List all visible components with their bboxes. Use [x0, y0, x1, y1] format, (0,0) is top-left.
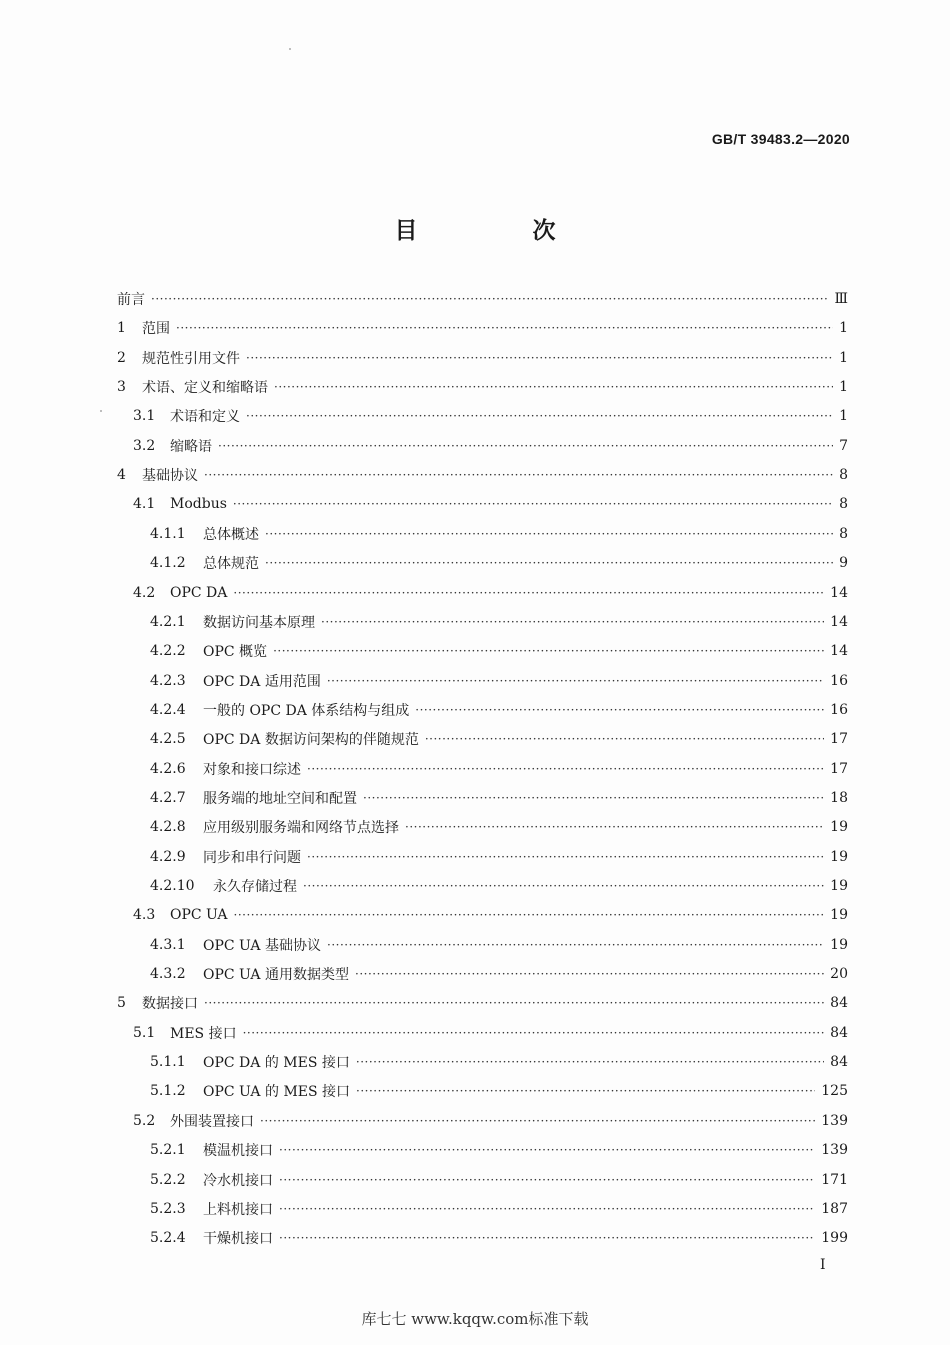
toc-entry-page: 84	[830, 1054, 848, 1071]
toc-entry-label: 前言	[117, 292, 145, 308]
toc-entry[interactable]	[133, 435, 848, 457]
toc-entry-page: 1	[839, 320, 848, 337]
toc-dot-leader	[279, 1144, 815, 1158]
toc-entry-page: 17	[830, 760, 848, 777]
toc-entry-number: 4.1	[133, 496, 156, 513]
toc-entry-label: OPC UA 通用数据类型	[203, 967, 349, 984]
toc-entry-number: 4.2.9	[150, 848, 186, 865]
toc-dot-leader	[151, 293, 828, 307]
toc-entry-label: 数据访问基本原理	[203, 614, 315, 631]
toc-entry-number: 4.1.1	[150, 525, 186, 542]
toc-entry-number: 4.2.6	[150, 760, 186, 777]
toc-entry-page: 7	[839, 437, 848, 454]
toc-entry-number: 5.1.1	[150, 1054, 186, 1071]
toc-entry-number: 5.2	[133, 1112, 156, 1129]
toc-entry[interactable]	[150, 1198, 848, 1220]
toc-entry-page: 14	[830, 613, 848, 630]
toc-entry[interactable]	[150, 1139, 848, 1161]
toc-entry-page: 18	[830, 789, 848, 806]
toc-entry-page: 19	[830, 848, 848, 865]
toc-entry-label: OPC UA	[170, 907, 228, 924]
toc-entry[interactable]	[133, 1110, 848, 1132]
toc-entry-number: 5.2.4	[150, 1230, 186, 1247]
toc-dot-leader	[176, 322, 833, 336]
toc-entry[interactable]	[150, 699, 848, 721]
toc-entry-number: 5.1.2	[150, 1083, 186, 1100]
toc-dot-leader	[405, 821, 824, 835]
toc-dot-leader	[327, 939, 824, 953]
toc-entry[interactable]	[150, 934, 848, 956]
toc-entry-page: 19	[830, 819, 848, 836]
toc-entry-label: OPC DA 的 MES 接口	[203, 1055, 350, 1072]
toc-entry-page: 139	[821, 1112, 848, 1129]
toc-entry-label: OPC 概览	[203, 644, 268, 661]
toc-dot-leader	[307, 763, 824, 777]
toc-dot-leader	[356, 1085, 815, 1099]
toc-entry-label: 术语、定义和缩略语	[142, 380, 268, 397]
toc-entry-page: 16	[830, 672, 848, 689]
toc-entry-number: 4.2.4	[150, 701, 186, 718]
toc-entry[interactable]	[117, 376, 848, 398]
toc-entry-number: 1	[117, 320, 126, 337]
toc-dot-leader	[274, 381, 833, 395]
toc-entry-number: 5	[117, 995, 126, 1012]
toc-entry-number: 4	[117, 467, 126, 484]
toc-entry-page: 19	[830, 936, 848, 953]
toc-entry-page: 1	[839, 408, 848, 425]
toc-entry-page: 14	[830, 643, 848, 660]
toc-entry-label: 对象和接口综述	[203, 761, 301, 778]
toc-entry-label: OPC DA 适用范围	[203, 673, 321, 690]
toc-entry-number: 5.2.2	[150, 1171, 186, 1188]
toc-entry[interactable]	[117, 992, 848, 1014]
toc-dot-leader	[273, 645, 824, 659]
toc-entry[interactable]	[150, 1169, 848, 1191]
toc-entry[interactable]	[150, 552, 848, 574]
toc-entry-number: 5.2.1	[150, 1142, 186, 1159]
toc-entry-label: 缩略语	[170, 438, 212, 455]
toc-entry-label: OPC UA 的 MES 接口	[203, 1084, 351, 1101]
toc-entry-number: 4.2.7	[150, 789, 186, 806]
toc-entry-page: 187	[821, 1200, 848, 1217]
toc-dot-leader	[415, 704, 824, 718]
toc-entry-page: 199	[821, 1230, 848, 1247]
toc-entry-number: 4.2.2	[150, 643, 186, 660]
toc-entry-label: 总体概述	[203, 526, 259, 543]
toc-entry-label: 上料机接口	[203, 1201, 273, 1218]
toc-entry-page: 8	[839, 467, 848, 484]
toc-entry-page: 19	[830, 907, 848, 924]
toc-entry-label: 数据接口	[142, 996, 198, 1013]
toc-entry-label: 术语和定义	[170, 409, 240, 426]
toc-entry[interactable]	[117, 317, 848, 339]
toc-dot-leader	[233, 587, 824, 601]
toc-entry-page: 84	[830, 1024, 848, 1041]
toc-dot-leader	[303, 880, 824, 894]
page-title: 目 次	[394, 218, 602, 244]
toc-dot-leader	[218, 440, 833, 454]
toc-dot-leader	[321, 616, 824, 630]
toc-entry-page: 139	[821, 1142, 848, 1159]
toc-entry-page: 1	[839, 349, 848, 366]
scan-speck	[289, 48, 291, 50]
toc-entry[interactable]	[117, 288, 848, 310]
toc-entry-label: 规范性引用文件	[142, 350, 240, 367]
toc-entry[interactable]	[133, 582, 848, 604]
toc-entry-label: Modbus	[170, 496, 227, 513]
toc-dot-leader	[234, 909, 825, 923]
toc-entry[interactable]	[150, 963, 848, 985]
toc-entry-page: 125	[821, 1083, 848, 1100]
toc-entry[interactable]	[150, 1051, 848, 1073]
toc-dot-leader	[246, 410, 833, 424]
toc-entry-number: 3	[117, 379, 126, 396]
toc-entry-label: 永久存储过程	[213, 879, 297, 895]
toc-entry-page: 17	[830, 731, 848, 748]
toc-entry-number: 3.2	[133, 437, 156, 454]
toc-entry-number: 4.3.1	[150, 936, 186, 953]
toc-dot-leader	[265, 557, 833, 571]
toc-entry-page: 14	[830, 584, 848, 601]
toc-entry[interactable]	[150, 1227, 848, 1249]
toc-entry[interactable]	[150, 640, 848, 662]
toc-entry[interactable]	[150, 1080, 848, 1102]
toc-entry-label: 冷水机接口	[203, 1172, 273, 1189]
toc-entry-page: 16	[830, 701, 848, 718]
toc-dot-leader	[363, 792, 824, 806]
toc-entry[interactable]	[133, 1022, 848, 1044]
toc-entry-label: MES 接口	[170, 1025, 237, 1042]
toc-dot-leader	[246, 352, 833, 366]
toc-dot-leader	[265, 528, 833, 542]
toc-entry-label: 干燥机接口	[203, 1231, 273, 1248]
toc-entry-page: 20	[830, 966, 848, 983]
toc-dot-leader	[233, 498, 833, 512]
toc-entry[interactable]	[150, 670, 848, 692]
toc-entry[interactable]	[117, 347, 848, 369]
toc-entry-number: 4.1.2	[150, 555, 186, 572]
toc-entry-page: 84	[830, 995, 848, 1012]
toc-entry-page: 9	[839, 555, 848, 572]
toc-entry-label: 范围	[142, 321, 170, 338]
toc-entry[interactable]	[150, 523, 848, 545]
toc-entry-label: 应用级别服务端和网络节点选择	[203, 820, 399, 837]
toc-dot-leader	[204, 997, 824, 1011]
toc-entry[interactable]	[150, 846, 848, 868]
toc-entry-label: 总体规范	[203, 556, 259, 573]
toc-entry-number: 4.2	[133, 584, 156, 601]
footer-watermark: 库七七 www.kqqw.com标准下载	[361, 1310, 589, 1328]
toc-dot-leader	[279, 1174, 815, 1188]
toc-dot-leader	[355, 968, 824, 982]
toc-entry-page: 171	[821, 1171, 848, 1188]
toc-entry-page: 1	[839, 379, 848, 396]
toc-entry-number: 2	[117, 349, 126, 366]
toc-entry-page: 8	[839, 496, 848, 513]
toc-entry-label: 服务端的地址空间和配置	[203, 790, 357, 807]
toc-entry-number: 5.1	[133, 1024, 156, 1041]
toc-entry-number: 4.2.3	[150, 672, 186, 689]
toc-dot-leader	[204, 469, 833, 483]
toc-entry-page: Ⅲ	[834, 291, 848, 307]
toc-dot-leader	[327, 675, 824, 689]
toc-dot-leader	[279, 1203, 815, 1217]
toc-entry-page: 8	[839, 525, 848, 542]
toc-entry[interactable]	[150, 875, 848, 897]
toc-entry-label: OPC DA	[170, 584, 228, 601]
toc-entry-number: 3.1	[133, 408, 156, 425]
toc-entry[interactable]	[133, 904, 848, 926]
toc-entry-number: 5.2.3	[150, 1200, 186, 1217]
toc-entry-number: 4.3.2	[150, 966, 186, 983]
page-number: I	[820, 1257, 826, 1273]
toc-entry-number: 4.2.1	[150, 613, 186, 630]
toc-entry-number: 4.2.5	[150, 731, 186, 748]
toc-entry-label: OPC DA 数据访问架构的伴随规范	[203, 732, 419, 749]
toc-entry[interactable]	[150, 728, 848, 750]
toc-entry-number: 4.3	[133, 907, 156, 924]
toc-entry[interactable]	[117, 464, 848, 486]
toc-dot-leader	[307, 851, 824, 865]
toc-entry-label: 模温机接口	[203, 1143, 273, 1160]
toc-entry[interactable]	[133, 405, 848, 427]
toc-entry-label: 外围装置接口	[170, 1113, 254, 1130]
scan-speck	[100, 410, 102, 412]
toc-entry[interactable]	[150, 758, 848, 780]
toc-entry-label: OPC UA 基础协议	[203, 937, 321, 954]
toc-dot-leader	[260, 1115, 815, 1129]
toc-entry[interactable]	[150, 816, 848, 838]
toc-dot-leader	[243, 1027, 825, 1041]
toc-entry[interactable]	[150, 611, 848, 633]
toc-entry[interactable]	[150, 787, 848, 809]
toc-entry-label: 基础协议	[142, 468, 198, 485]
toc-entry-page: 19	[830, 878, 848, 894]
toc-entry-number: 4.2.10	[150, 878, 195, 894]
toc-entry-number: 4.2.8	[150, 819, 186, 836]
toc-dot-leader	[279, 1232, 815, 1246]
toc-entry-label: 同步和串行问题	[203, 849, 301, 866]
toc-dot-leader	[356, 1056, 824, 1070]
standard-code: GB/T 39483.2—2020	[711, 131, 850, 147]
toc-dot-leader	[425, 733, 824, 747]
toc-entry-label: 一般的 OPC DA 体系结构与组成	[203, 702, 410, 719]
toc-entry[interactable]	[133, 493, 848, 515]
